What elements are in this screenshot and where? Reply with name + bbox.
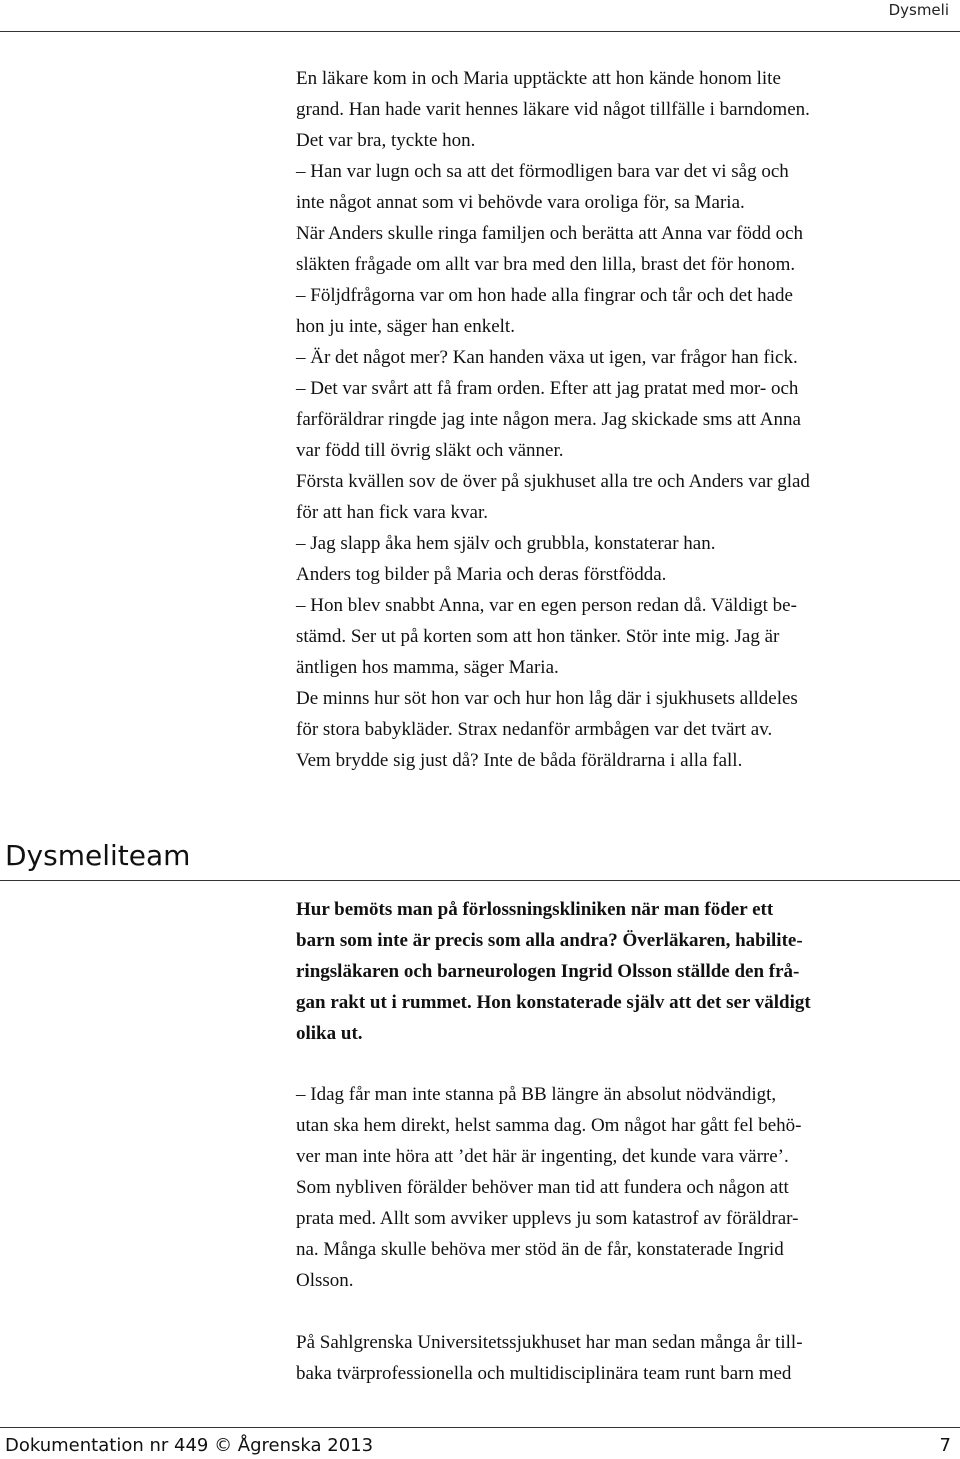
article-text-part1 — [296, 63, 936, 776]
text-line: grand. Han hade varit hennes läkare vid något tillfälle i barndomen. — [296, 99, 810, 120]
text-line: Anders tog bilder på Maria och deras förstfödda. — [296, 564, 667, 585]
text-line: utan ska hem direkt, helst samma dag. Om något har gått fel behö- — [296, 1115, 802, 1136]
text-line: Vem brydde sig just då? Inte de båda föräldrarna i alla fall. — [296, 750, 743, 771]
text-line: stämd. Ser ut på korten som att hon tänker. Stör inte mig. Jag är — [296, 626, 780, 647]
footer-rule — [0, 1427, 960, 1428]
text-line: prata med. Allt som avviker upplevs ju som katastrof av föräldrar- — [296, 1208, 799, 1229]
text-line: Första kvällen sov de över på sjukhuset alla tre och Anders var glad — [296, 471, 810, 492]
text-line: hon ju inte, säger han enkelt. — [296, 316, 515, 337]
text-line: – Han var lugn och sa att det förmodligen bara var det vi såg och — [296, 161, 789, 182]
text-line: släkten frågade om allt var bra med den lilla, brast det för honom. — [296, 254, 796, 275]
text-line: – Hon blev snabbt Anna, var en egen person redan då. Väldigt be- — [296, 595, 797, 616]
text-line: En läkare kom in och Maria upptäckte att hon kände honom lite — [296, 68, 781, 89]
text-line: för att han fick vara kvar. — [296, 502, 489, 523]
lead-line: barn som inte är precis som alla andra? Överläkaren, habilite- — [296, 930, 803, 951]
text-line: Som nybliven förälder behöver man tid att fundera och någon att — [296, 1177, 789, 1198]
text-line: na. Många skulle behöva mer stöd än de får, konstaterade Ingrid — [296, 1239, 784, 1260]
text-line: De minns hur söt hon var och hur hon låg där i sjukhusets alldeles — [296, 688, 798, 709]
text-line: – Är det något mer? Kan handen växa ut igen, var frågor han fick. — [296, 347, 798, 368]
footer-publication: Dokumentation nr 449 © Ågrenska 2013 — [5, 1435, 374, 1456]
lead-paragraph — [296, 894, 936, 1049]
section-rule — [0, 880, 960, 881]
text-line: ver man inte höra att ’det här är ingenting, det kunde vara värre’. — [296, 1146, 789, 1167]
text-line: farföräldrar ringde jag inte någon mera. Jag skickade sms att Anna — [296, 409, 801, 430]
text-line: baka tvärprofessionella och multidisciplinära team runt barn med — [296, 1363, 792, 1384]
section-paragraph-1 — [296, 1079, 936, 1296]
lead-line: Hur bemöts man på förlossningskliniken när man föder ett — [296, 899, 774, 920]
text-line: Olsson. — [296, 1270, 354, 1291]
section-heading: Dysmeliteam — [5, 839, 191, 872]
text-line: – Jag slapp åka hem själv och grubbla, konstaterar han. — [296, 533, 716, 554]
section-paragraph-2 — [296, 1327, 936, 1389]
text-line: var född till övrig släkt och vänner. — [296, 440, 564, 461]
text-line: inte något annat som vi behövde vara oroliga för, sa Maria. — [296, 192, 745, 213]
text-line: äntligen hos mamma, säger Maria. — [296, 657, 559, 678]
page-number: 7 — [939, 1435, 951, 1456]
text-line: – Det var svårt att få fram orden. Efter att jag pratat med mor- och — [296, 378, 799, 399]
text-line: – Följdfrågorna var om hon hade alla fingrar och tår och det hade — [296, 285, 793, 306]
lead-line: gan rakt ut i rummet. Hon konstaterade själv att det ser väldigt — [296, 992, 811, 1013]
text-line: Det var bra, tyckte hon. — [296, 130, 476, 151]
header-rule — [0, 31, 960, 32]
text-line: På Sahlgrenska Universitetssjukhuset har man sedan många år till- — [296, 1332, 803, 1353]
text-line: för stora babykläder. Strax nedanför armbågen var det tvärt av. — [296, 719, 773, 740]
lead-line: ringsläkaren och barneurologen Ingrid Olsson ställde den frå- — [296, 961, 800, 982]
lead-line: olika ut. — [296, 1023, 363, 1044]
running-header: Dysmeli — [888, 1, 949, 19]
text-line: När Anders skulle ringa familjen och berätta att Anna var född och — [296, 223, 804, 244]
text-line: – Idag får man inte stanna på BB längre än absolut nödvändigt, — [296, 1084, 777, 1105]
